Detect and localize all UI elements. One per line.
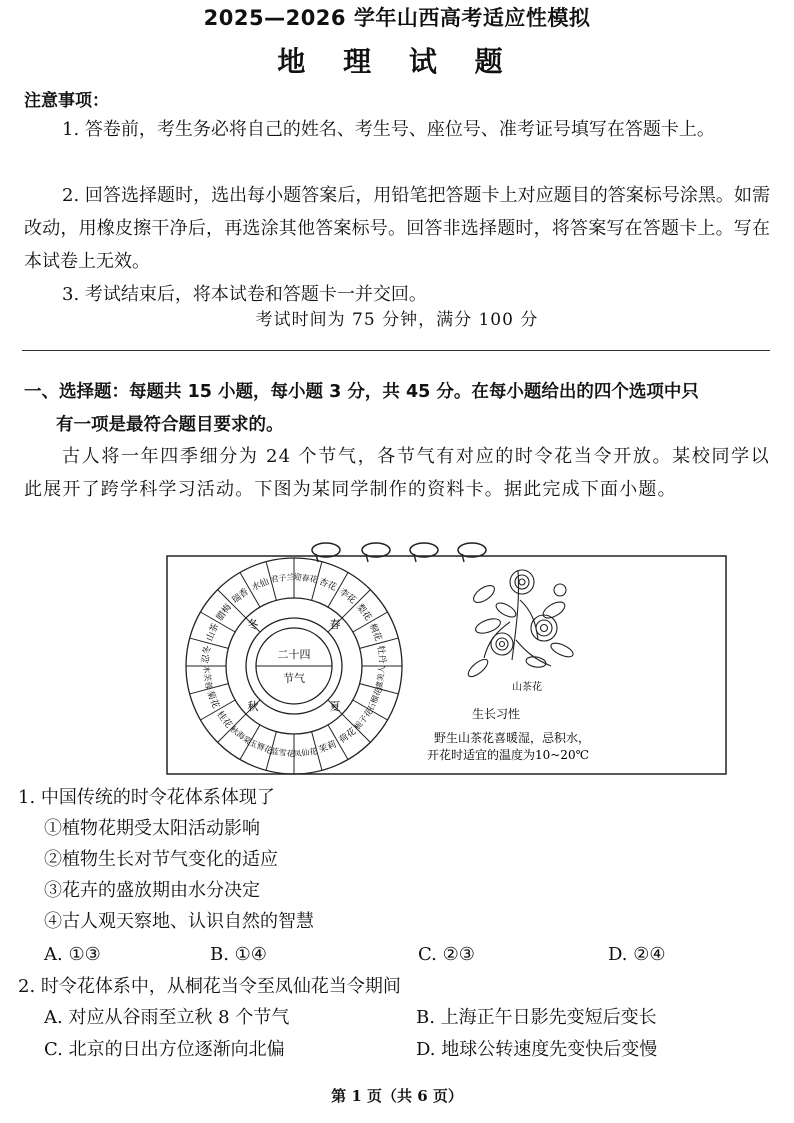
flower-label: 忍冬 [201,644,214,665]
question-2-option-b[interactable]: B. 上海正午日影先变短后变长 [416,1007,657,1028]
flower-label: 李花 [337,587,358,607]
subject-title: 地 理 试 题 [277,45,517,78]
flower-label: 牡丹 [374,644,387,665]
flower-label: 栀子花 [352,707,375,732]
habit-line1: 野生山茶花喜暖湿，忌积水， [433,731,591,745]
flower-label: 蓝雪花 [270,746,296,759]
exam-time: 考试时间为 75 分钟，满分 100 分 [255,310,539,330]
question-1-statement-4: ④古人观天察地、认识自然的智慧 [44,911,314,932]
question-2-option-c[interactable]: C. 北京的日出方位逐渐向北偏 [44,1039,285,1060]
flower-label: 菊花 [204,689,221,711]
flower-label: 梨花 [353,602,373,623]
flower-label: 山茶 [205,622,222,643]
section-heading [24,376,774,442]
flower-label: 木芙蓉 [201,664,214,690]
info-card-svg [166,540,728,776]
center-label-line1: 二十四 [277,648,311,661]
question-2-option-d[interactable]: D. 地球公转速度先变快后变慢 [416,1039,658,1060]
flower-label: 瑞香 [230,587,251,607]
center-label-line2: 节气 [283,672,305,685]
solar-terms-wheel [186,558,402,774]
habit-line2: 开花时适宜的温度为10~20℃ [426,748,590,762]
notice-item-3: 3. 考试结束后，将本试卷和答题卡一并交回。 [62,284,427,305]
flower-label: 荷花 [337,726,359,746]
notice-item-1: 1. 答卷前，考生务必将自己的姓名、考生号、座位号、准考证号填写在答题卡上。 [62,119,715,140]
question-intro: 古人将一年四季细分为 24 个节气，各节气有对应的时令花当令开放。某校同学以此展开了跨学科学习活动。下图为某同学制作的资料卡。据此完成下面小题。 [24,446,770,500]
flower-label: 迎春花 [293,572,319,585]
question-1-option-a[interactable]: A. ①③ [44,944,101,965]
flower-label: 秋海棠 [228,724,253,747]
question-1-stem: 1. 中国传统的时令花体系体现了 [18,787,275,808]
season-label: 秋 [247,700,259,714]
season-label: 夏 [329,700,341,714]
flower-label: 茉莉 [317,739,339,756]
flower-label: 腊梅 [215,602,235,623]
question-2-stem: 2. 时令花体系中，从桐花当令至凤仙花当令期间 [18,976,401,997]
question-1-option-d[interactable]: D. ②④ [608,944,666,965]
plant-name-label: 山茶花 [512,682,542,693]
season-label: 冬 [247,617,259,631]
question-1-statement-1: ①植物花期受太阳活动影响 [44,818,260,839]
season-label: 春 [329,617,341,631]
flower-label: 水仙 [250,577,271,594]
flower-label: 桐花 [366,622,383,643]
section-heading-line2: 有一项是最符合题目要求的。 [56,415,284,435]
section-heading-line1: 一、选择题：每题共 15 小题，每小题 3 分，共 45 分。在每小题给出的四个选项中只 [24,382,699,402]
question-1-statement-2: ②植物生长对节气变化的适应 [44,849,278,870]
notice-heading: 注意事项： [24,91,109,111]
binder-rings [312,543,486,562]
exam-title: 2025—2026 学年山西高考适应性模拟 [203,6,591,30]
flower-label: 君子兰 [269,572,295,585]
question-1-statement-3: ③花卉的盛放期由水分决定 [44,880,260,901]
page-footer: 第 1 页（共 6 页） [331,1087,463,1105]
divider-line [22,350,770,351]
flower-label: 玉簪花 [247,738,274,756]
camellia-illustration [466,570,575,680]
flower-label: 石榴花 [366,686,384,713]
notice-item-2: 2. 回答选择题时，选出每小题答案后，用铅笔把答题卡上对应题目的答案标号涂黑。如需改动，用橡皮擦干净后，再选涂其他答案标号。回答非选择题时，将答案写在答题卡上。写在本试卷上无效。 [24,185,770,272]
question-1-option-b[interactable]: B. ①④ [210,944,267,965]
flower-label: 杏花 [317,577,338,594]
info-card-figure [166,540,728,776]
question-1-option-c[interactable]: C. ②③ [418,944,475,965]
habit-title: 生长习性 [471,707,521,721]
flower-label: 桂花 [214,709,234,731]
question-2-option-a[interactable]: A. 对应从谷雨至立秋 8 个节气 [44,1007,290,1028]
flower-label: 虞美人 [374,664,387,690]
flower-label: 凤仙花 [292,746,318,759]
